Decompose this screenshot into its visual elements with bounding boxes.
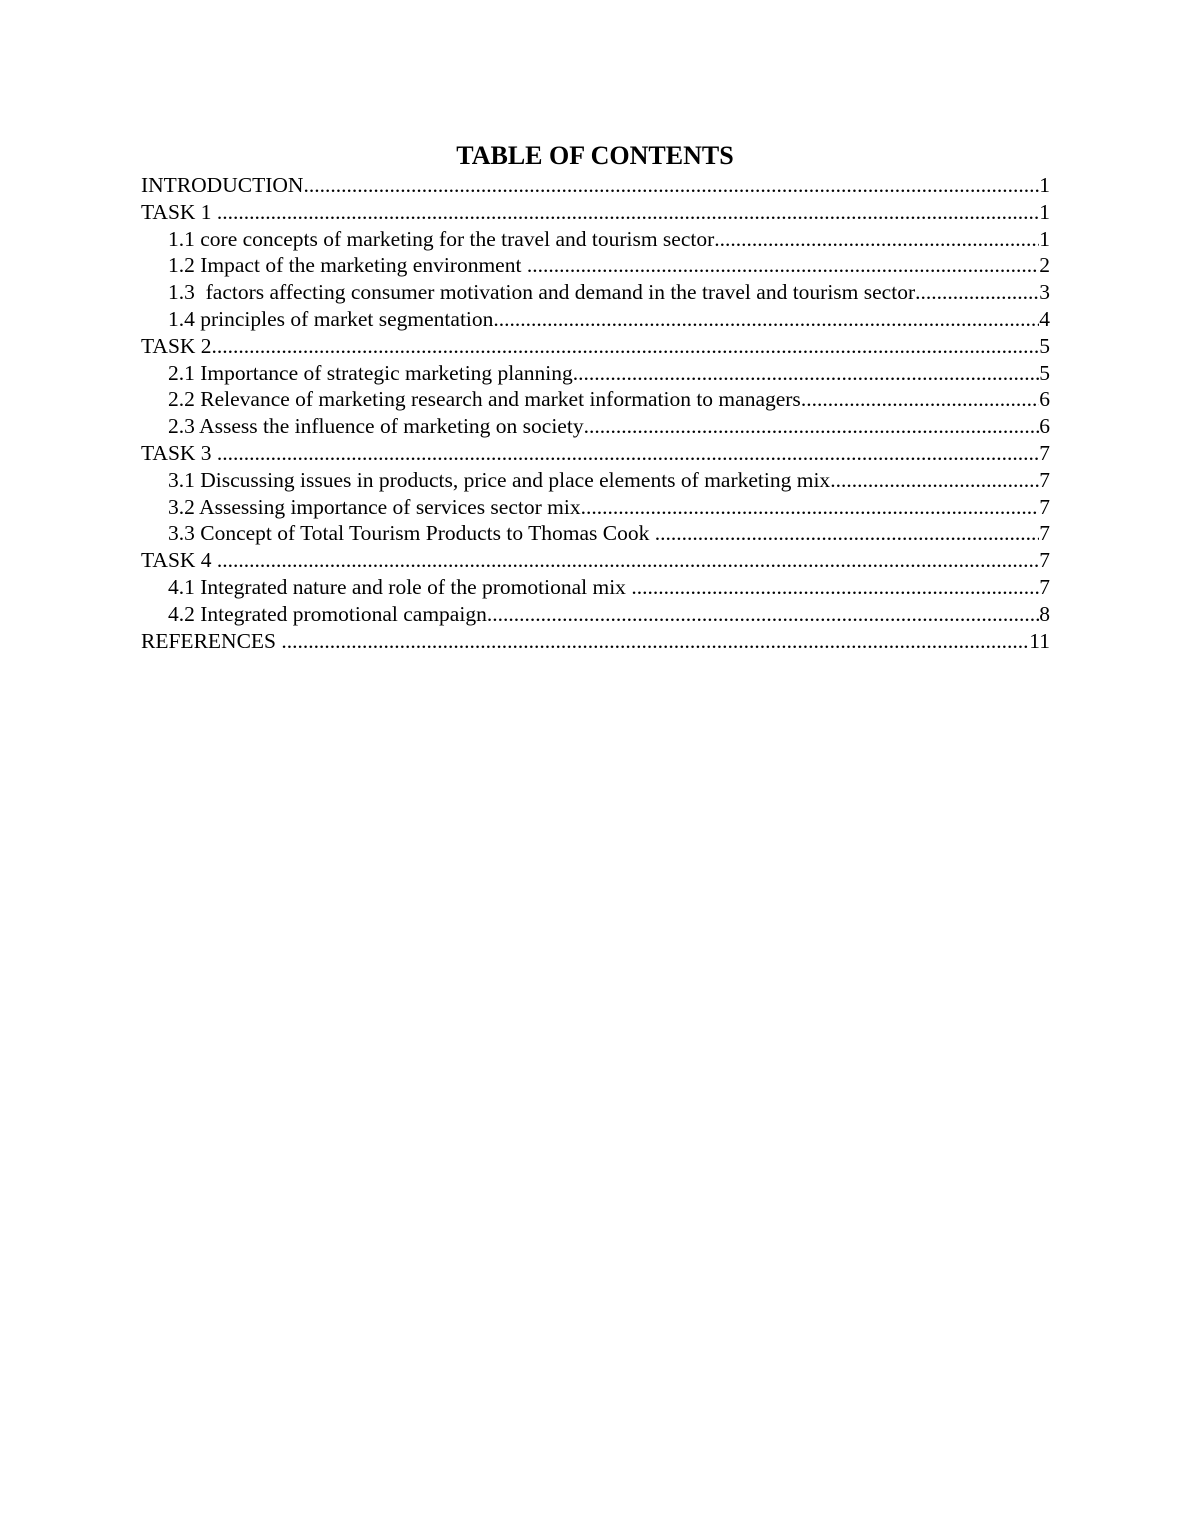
page-title: TABLE OF CONTENTS	[456, 141, 734, 170]
toc-entry[interactable]	[141, 172, 1050, 199]
toc-page-number: 7	[1039, 467, 1050, 492]
toc-entry[interactable]	[141, 386, 1050, 413]
toc-dot-leader	[493, 306, 1039, 333]
toc-entry[interactable]	[141, 574, 1050, 601]
toc-entry-text: TASK 3	[141, 440, 217, 465]
toc-dot-leader	[303, 172, 1039, 199]
toc-entry-text: 2.3 Assess the influence of marketing on society	[168, 414, 584, 439]
toc-page-number: 6	[1039, 414, 1050, 439]
toc-page-number: 2	[1039, 253, 1050, 278]
toc-dot-leader	[487, 601, 1039, 628]
toc-dot-leader	[281, 628, 1029, 655]
toc-entry-text: 3.1 Discussing issues in products, price and place elements of marketing mix	[168, 467, 831, 492]
toc-entry[interactable]	[141, 199, 1050, 226]
toc-page-number: 6	[1039, 387, 1050, 412]
toc-dot-leader	[217, 199, 1039, 226]
toc-entry-text: 2.1 Importance of strategic marketing planning	[168, 360, 573, 385]
toc-entry-text: 1.3 factors affecting consumer motivation and demand in the travel and tourism sector	[168, 280, 916, 305]
toc-entry[interactable]	[141, 279, 1050, 306]
toc-dot-leader	[631, 574, 1039, 601]
toc-dot-leader	[584, 413, 1040, 440]
toc-entry-text: TASK 1	[141, 199, 217, 224]
toc-entry[interactable]	[141, 360, 1050, 387]
toc-entry-text: 3.2 Assessing importance of services sector mix	[168, 494, 581, 519]
toc-entry[interactable]	[141, 333, 1050, 360]
toc-entry[interactable]	[141, 520, 1050, 547]
toc-entry[interactable]	[141, 440, 1050, 467]
toc-page-number: 1	[1039, 199, 1050, 224]
toc-page-number: 1	[1039, 226, 1050, 251]
toc-page-number: 1	[1039, 173, 1050, 197]
toc-dot-leader	[217, 547, 1039, 574]
toc-entry[interactable]	[141, 547, 1050, 574]
toc-entry[interactable]	[141, 467, 1050, 494]
toc-entry-text: 3.3 Concept of Total Tourism Products to Thomas Cook	[168, 521, 655, 546]
toc-entry-text: 2.2 Relevance of marketing research and market information to managers	[168, 387, 801, 412]
toc-entry-text: 4.2 Integrated promotional campaign	[168, 601, 487, 626]
toc-dot-leader	[212, 333, 1040, 360]
toc-page-number: 5	[1039, 360, 1050, 385]
toc-dot-leader	[581, 494, 1040, 521]
toc-dot-leader	[527, 252, 1039, 279]
toc-dot-leader	[714, 226, 1039, 253]
toc-page-number: 3	[1039, 280, 1050, 305]
toc-page-number: 7	[1039, 440, 1050, 465]
toc-page-number: 4	[1039, 306, 1050, 331]
toc-entry[interactable]	[141, 494, 1050, 521]
toc-list	[141, 172, 1050, 654]
toc-entry-text: INTRODUCTION	[141, 173, 304, 197]
toc-page-number: 11	[1029, 628, 1050, 653]
toc-entry[interactable]	[141, 226, 1050, 253]
toc-entry[interactable]	[141, 601, 1050, 628]
toc-entry-text: 1.1 core concepts of marketing for the travel and tourism sector	[168, 226, 715, 251]
toc-entry[interactable]	[141, 252, 1050, 279]
toc-page-number: 7	[1039, 548, 1050, 573]
toc-entry-text: TASK 2	[141, 333, 212, 358]
toc-entry-text: TASK 4	[141, 548, 217, 573]
toc-entry[interactable]	[141, 306, 1050, 333]
toc-dot-leader	[830, 467, 1039, 494]
toc-entry-text: REFERENCES	[141, 628, 282, 653]
toc-page-number: 8	[1039, 601, 1050, 626]
toc-entry-text: 1.4 principles of market segmentation	[168, 306, 494, 331]
toc-page-number: 7	[1039, 521, 1050, 546]
toc-entry[interactable]	[141, 628, 1050, 655]
toc-dot-leader	[915, 279, 1039, 306]
toc-dot-leader	[801, 386, 1039, 413]
toc-entry-text: 1.2 Impact of the marketing environment	[168, 253, 527, 278]
toc-dot-leader	[573, 360, 1039, 387]
toc-dot-leader	[655, 520, 1040, 547]
toc-page-number: 5	[1039, 333, 1050, 358]
toc-page-number: 7	[1039, 494, 1050, 519]
toc-dot-leader	[217, 440, 1039, 467]
toc-entry-text: 4.1 Integrated nature and role of the promotional mix	[168, 574, 632, 599]
toc-page-number: 7	[1039, 574, 1050, 599]
toc-entry[interactable]	[141, 413, 1050, 440]
